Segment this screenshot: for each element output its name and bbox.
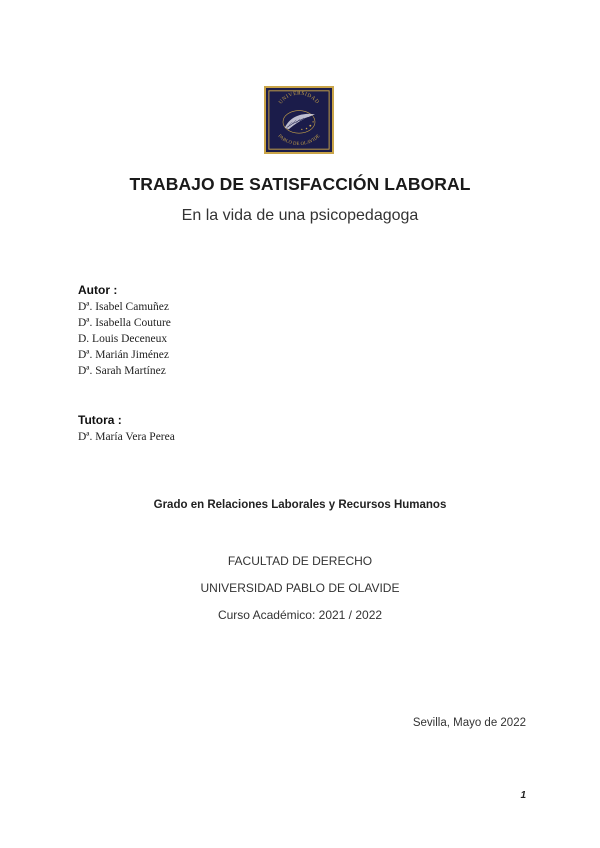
place-and-date: Sevilla, Mayo de 2022 [412, 717, 526, 729]
author-name: Dª. Marián Jiménez [78, 349, 169, 361]
university-name: UNIVERSIDAD PABLO DE OLAVIDE [200, 581, 400, 595]
faculty-name: FACULTAD DE DERECHO [227, 554, 373, 568]
authors-list [78, 299, 171, 379]
authors-label: Autor : [78, 283, 118, 297]
author-name: Dª. Sarah Martínez [78, 365, 166, 377]
tutor-list [78, 429, 175, 445]
degree-name: Grado en Relaciones Laborales y Recursos Humanos [153, 499, 447, 511]
document-title: TRABAJO DE SATISFACCIÓN LABORAL [129, 174, 471, 194]
document-subtitle: En la vida de una psicopedagoga [181, 207, 419, 224]
tutor-label: Tutora : [78, 413, 122, 427]
seal-emblem-icon [266, 88, 332, 152]
seal-bottom-text: PABLO DE OLAVIDE [276, 133, 322, 147]
tutor-name: Dª. María Vera Perea [78, 431, 175, 443]
university-seal-logo [264, 86, 334, 154]
academic-year: Curso Académico: 2021 / 2022 [217, 608, 383, 622]
author-name: Dª. Isabella Couture [78, 317, 171, 329]
page-number: 1 [520, 790, 526, 801]
seal-top-text: UNIVERSIDAD [277, 90, 321, 106]
author-name: Dª. Isabel Camuñez [78, 301, 169, 313]
author-name: D. Louis Deceneux [78, 333, 168, 345]
svg-text:UNIVERSIDAD [278, 91, 320, 106]
svg-text:PABLO DE OLAVIDE [277, 134, 322, 147]
